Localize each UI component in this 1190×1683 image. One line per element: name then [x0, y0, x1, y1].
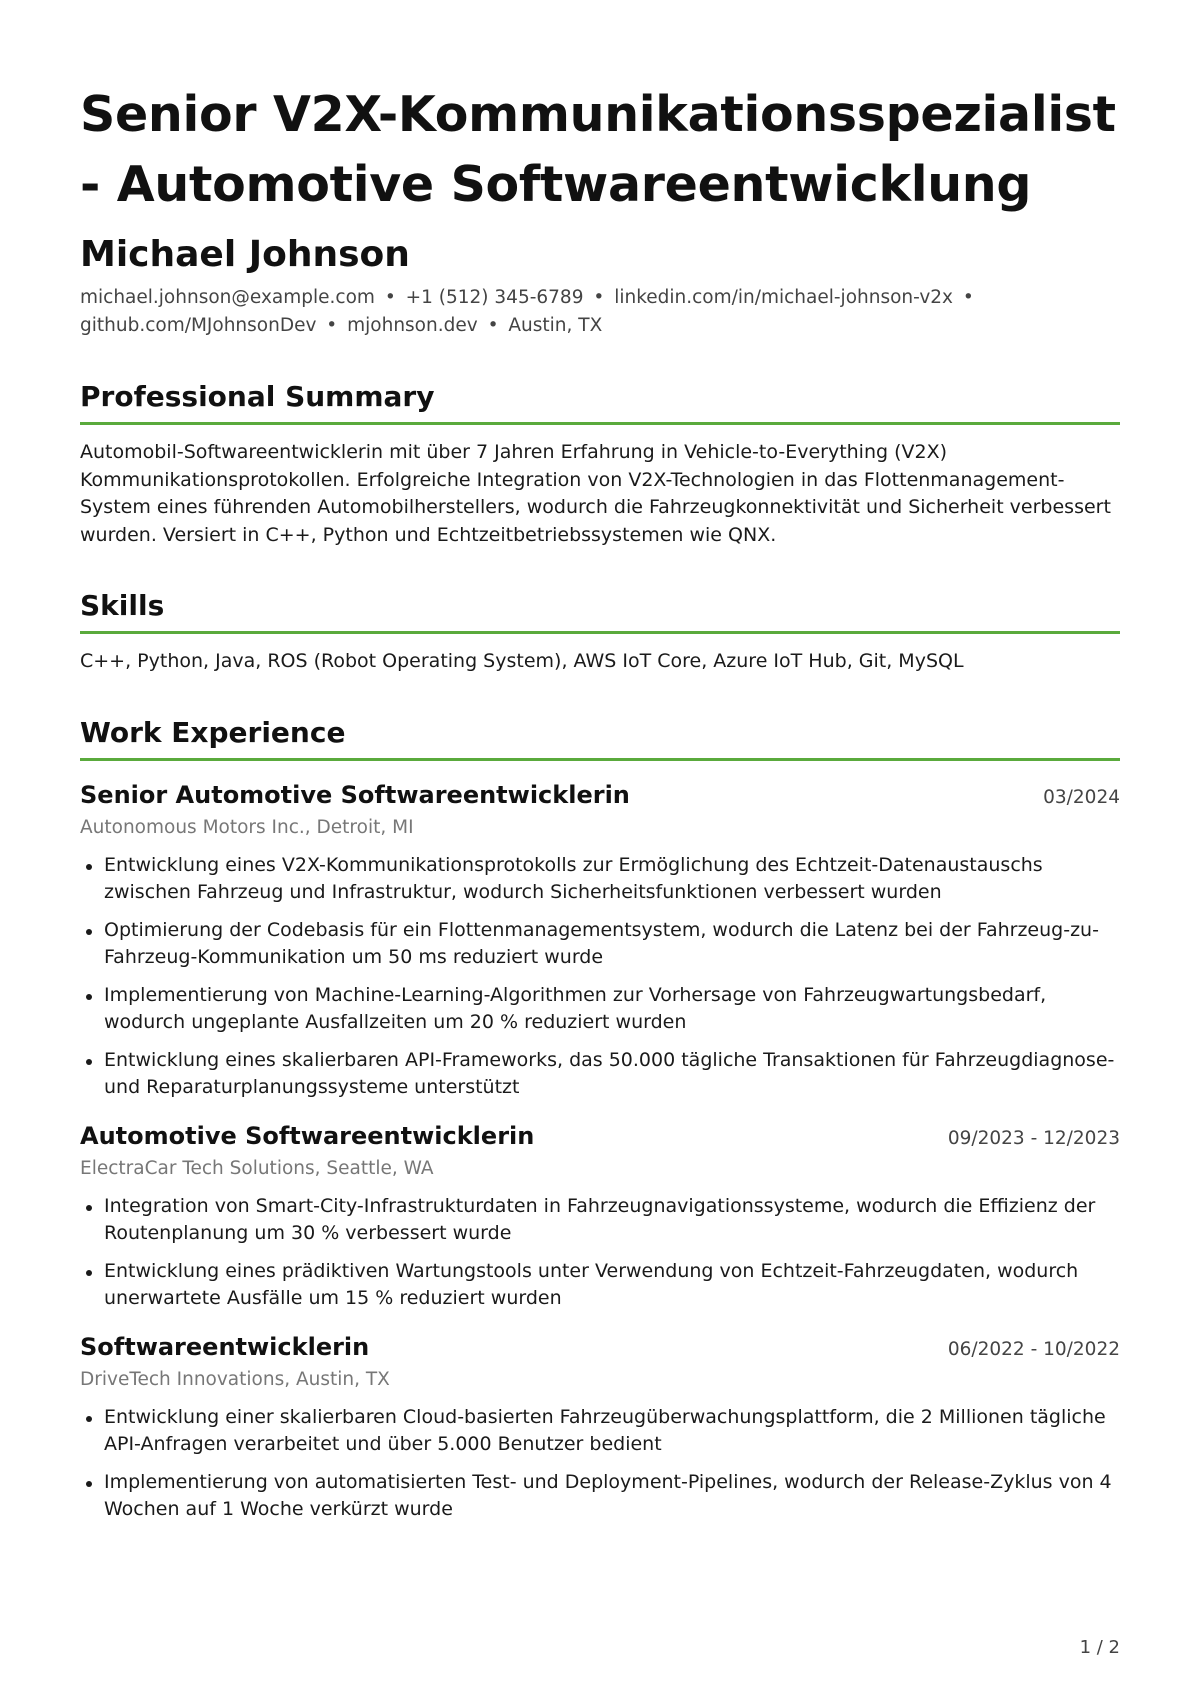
job-company: Autonomous Motors Inc., Detroit, MI: [80, 816, 414, 838]
job-bullets: [80, 852, 1120, 1102]
skills-heading: Skills: [80, 587, 1120, 634]
bullet-item: [80, 1047, 1120, 1102]
summary-text: Automobil-Softwareentwicklerin mit über 7 Jahren Erfahrung in Vehicle-to-Everything (V2X) Kommunikationsprotokollen. Erfolgreiche Integration von V2X-Technologien in das Flottenmanagement-System eines führenden Automobilherstellers, wodurch die Fahrzeugkonnektivität und Sicherheit verbessert wurden. Versiert in C++, Python und Echtzeitbetriebssystemen wie QNX.: [80, 441, 1111, 546]
job-entry: [80, 779, 1120, 1102]
bullet-dot-icon: [86, 1205, 92, 1211]
bullet-dot-icon: [86, 929, 92, 935]
job-date: 03/2024: [1043, 786, 1120, 808]
bullet-text: Integration von Smart-City-Infrastrukturdaten in Fahrzeugnavigationssysteme, wodurch die Effizienz der Routenplanung um 30 % verbessert wurde: [104, 1194, 1096, 1244]
experience-section: [80, 714, 1120, 1524]
job-entry: [80, 1331, 1120, 1524]
bullet-item: [80, 1193, 1120, 1248]
summary-heading: Professional Summary: [80, 378, 1120, 425]
job-entry: [80, 1120, 1120, 1313]
bullet-dot-icon: [86, 994, 92, 1000]
bullet-item: [80, 982, 1120, 1037]
contact-separator: •: [487, 315, 499, 336]
contact-email[interactable]: michael.johnson@example.com: [80, 287, 375, 308]
bullet-item: [80, 1404, 1120, 1459]
job-bullets: [80, 1404, 1120, 1524]
bullet-dot-icon: [86, 1481, 92, 1487]
bullet-dot-icon: [86, 864, 92, 870]
resume-title: Senior V2X-Kommunikationsspezialist - Automotive Softwareentwicklung: [80, 86, 1116, 213]
bullet-dot-icon: [86, 1059, 92, 1065]
contact-line: [80, 284, 1120, 340]
job-date: 06/2022 - 10/2022: [947, 1338, 1120, 1360]
bullet-text: Entwicklung eines prädiktiven Wartungstools unter Verwendung von Echtzeit-Fahrzeugdaten, wodurch unerwartete Ausfälle um 15 % reduziert wurden: [104, 1259, 1079, 1309]
bullet-text: Entwicklung eines skalierbaren API-Frameworks, das 50.000 tägliche Transaktionen für Fahrzeugdiagnose- und Reparaturplanungssysteme unterstützt: [104, 1048, 1115, 1098]
summary-section: [80, 378, 1120, 549]
job-title: Automotive Softwareentwicklerin: [80, 1121, 535, 1150]
page-number: 1 / 2: [1079, 1637, 1120, 1658]
bullet-dot-icon: [86, 1270, 92, 1276]
contact-separator: •: [384, 287, 396, 308]
contact-location: Austin, TX: [508, 315, 603, 336]
bullet-item: [80, 917, 1120, 972]
job-title: Senior Automotive Softwareentwicklerin: [80, 780, 630, 809]
bullet-text: Entwicklung eines V2X-Kommunikationsprotokolls zur Ermöglichung des Echtzeit-Datenaustauschs zwischen Fahrzeug und Infrastruktur, wodurch Sicherheitsfunktionen verbessert wurden: [104, 853, 1043, 903]
contact-github[interactable]: github.com/MJohnsonDev: [80, 315, 317, 336]
skills-section: [80, 587, 1120, 676]
skills-text: C++, Python, Java, ROS (Robot Operating System), AWS IoT Core, Azure IoT Hub, Git, MySQL: [80, 650, 964, 672]
job-bullets: [80, 1193, 1120, 1313]
contact-phone[interactable]: +1 (512) 345-6789: [405, 287, 584, 308]
candidate-name: Michael Johnson: [80, 234, 410, 275]
job-date: 09/2023 - 12/2023: [947, 1127, 1120, 1149]
bullet-item: [80, 1469, 1120, 1524]
bullet-text: Implementierung von Machine-Learning-Algorithmen zur Vorhersage von Fahrzeugwartungsbedarf, wodurch ungeplante Ausfallzeiten um 20 % reduziert wurden: [104, 983, 1047, 1033]
experience-heading: Work Experience: [80, 714, 1120, 761]
bullet-text: Optimierung der Codebasis für ein Flottenmanagementsystem, wodurch die Latenz bei der Fahrzeug-zu-Fahrzeug-Kommunikation um 50 ms reduziert wurde: [104, 918, 1099, 968]
job-company: DriveTech Innovations, Austin, TX: [80, 1368, 390, 1390]
bullet-text: Entwicklung einer skalierbaren Cloud-basierten Fahrzeugüberwachungsplattform, die 2 Millionen tägliche API-Anfragen verarbeitet und über 5.000 Benutzer bedient: [104, 1405, 1106, 1455]
contact-separator: •: [326, 315, 338, 336]
bullet-text: Implementierung von automatisierten Test- und Deployment-Pipelines, wodurch der Release-Zyklus von 4 Wochen auf 1 Woche verkürzt wurde: [104, 1470, 1112, 1520]
job-company: ElectraCar Tech Solutions, Seattle, WA: [80, 1157, 434, 1179]
resume-page: [80, 80, 1120, 1534]
job-title: Softwareentwicklerin: [80, 1332, 370, 1361]
bullet-item: [80, 1258, 1120, 1313]
bullet-item: [80, 852, 1120, 907]
contact-separator: •: [962, 287, 974, 308]
bullet-dot-icon: [86, 1416, 92, 1422]
contact-website[interactable]: mjohnson.dev: [347, 315, 478, 336]
contact-separator: •: [593, 287, 605, 308]
contact-linkedin[interactable]: linkedin.com/in/michael-johnson-v2x: [614, 287, 953, 308]
